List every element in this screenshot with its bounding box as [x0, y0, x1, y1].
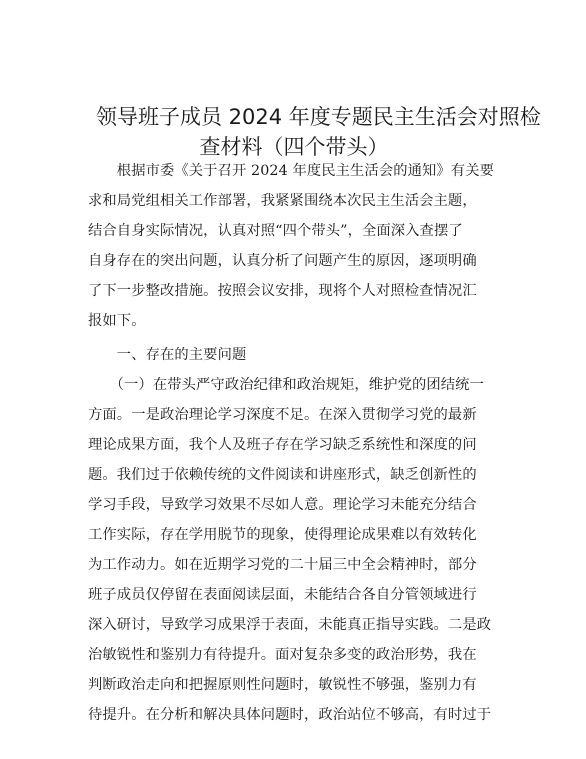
section-line: （一）在带头严守政治纪律和政治规矩，维护党的团结统一 [88, 377, 484, 393]
document-title [96, 102, 541, 162]
section-line: 题。我们过于依赖传统的文件阅读和讲座形式，缺乏创新性的 [88, 467, 477, 483]
section-line: 理论成果方面，我个人及班子存在学习缺乏系统性和深度的问 [88, 437, 477, 453]
document-body [88, 156, 506, 730]
section-paragraph [88, 370, 506, 730]
intro-line: 自身存在的突出问题，认真分析了问题产生的原因，逐项明确 [88, 253, 477, 269]
intro-line: 报如下。 [88, 313, 146, 329]
intro-line: 了下一步整改措施。按照会议安排，现将个人对照检查情况汇 [88, 283, 477, 299]
intro-line: 结合自身实际情况，认真对照“四个带头”，全面深入查摆了 [88, 223, 463, 239]
title-line-1: 领导班子成员 2024 年度专题民主生活会对照检 [96, 105, 541, 129]
intro-line: 根据市委《关于召开 2024 年度民主生活会的通知》有关要 [88, 163, 494, 179]
section-line: 班子成员仅停留在表面阅读层面，未能结合各自分管领域进行 [88, 587, 477, 603]
section-line: 为工作动力。如在近期学习党的二十届三中全会精神时，部分 [88, 557, 477, 573]
section-line: 待提升。在分析和解决具体问题时，政治站位不够高，有时过于 [88, 707, 492, 723]
section-line: 治敏锐性和鉴别力有待提升。面对复杂多变的政治形势，我在 [88, 647, 477, 663]
intro-paragraph [88, 156, 506, 336]
section-line: 深入研讨，导致学习成果浮于表面，未能真正指导实践。二是政 [88, 617, 492, 633]
intro-line: 求和局党组相关工作部署，我紧紧围绕本次民主生活会主题， [88, 193, 477, 209]
section-line: 工作实际，存在学用脱节的现象，使得理论成果难以有效转化 [88, 527, 477, 543]
section-line: 学习手段，导致学习效果不尽如人意。理论学习未能充分结合 [88, 497, 477, 513]
title-line-2: 查材料（四个带头） [199, 135, 389, 159]
section-heading: 一、存在的主要问题 [88, 347, 247, 363]
section-line: 方面。一是政治理论学习深度不足。在深入贯彻学习党的最新 [88, 407, 477, 423]
section-line: 判断政治走向和把握原则性问题时，敏锐性不够强，鉴别力有 [88, 677, 477, 693]
